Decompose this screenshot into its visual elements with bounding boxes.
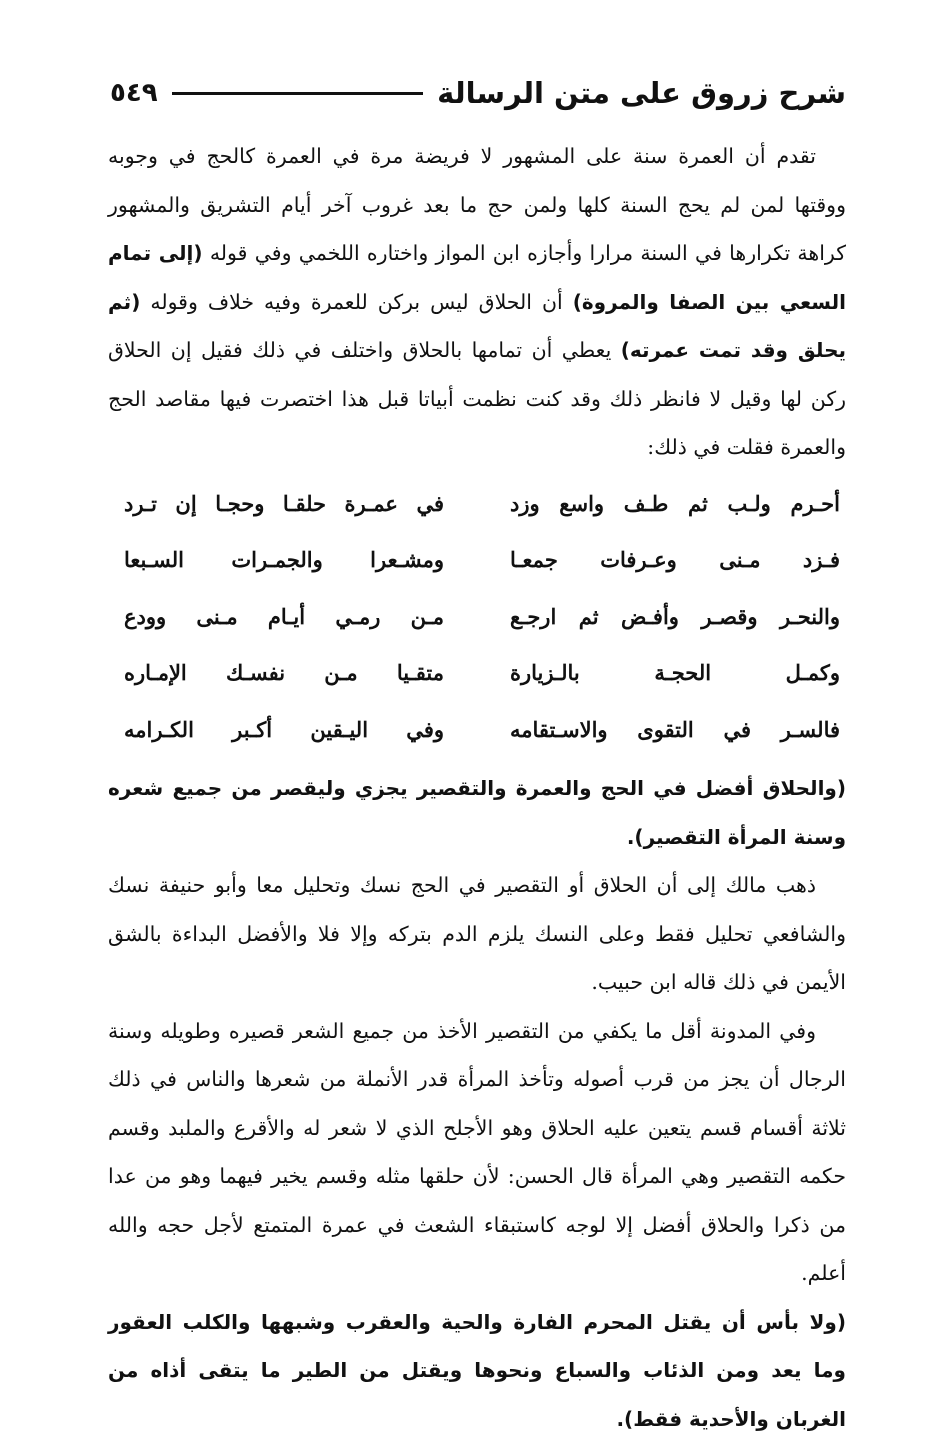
paragraph-text: أن الحلاق ليس بركن للعمرة وفيه خلاف وقوله	[140, 290, 572, 314]
poem-verse	[108, 645, 846, 702]
poem-verse	[108, 702, 846, 759]
verse-first-hemistich: فالسـر في التقوى والاسـتقامه	[510, 706, 846, 755]
verse-first-hemistich: أحـرم ولـب ثم طـف واسع وزد	[510, 480, 846, 529]
verse-first-hemistich: والنحـر وقصـر وأفـض ثم ارجـع	[510, 593, 846, 642]
matn-halq: (والحلاق أفضل في الحج والعمرة والتقصير يجزي وليقصر من جميع شعره وسنة المرأة التقصير).	[108, 764, 846, 861]
poem	[108, 476, 846, 759]
verse-second-hemistich: في عمـرة حلقـا وحجـا إن تـرد	[108, 480, 444, 529]
verse-second-hemistich: ومشـعرا والجمـرات السـبعا	[108, 536, 444, 585]
poem-verse	[108, 532, 846, 589]
quoted-matn: (ثم يحلق وقد تمت عمرته)	[108, 290, 846, 363]
page-body	[108, 132, 846, 1443]
verse-second-hemistich: مـن رمـي أيـام مـنى وودع	[108, 593, 444, 642]
matn-killing: (ولا بأس أن يقتل المحرم الفارة والحية والعقرب وشبهها والكلب العقور وما يعد ومن الذئاب والسباع ونحوها ويقتل من الطير ما يتقى أذاه من الغربان والأحدية فقط).	[108, 1298, 846, 1443]
page-header	[110, 68, 846, 118]
running-title: شرح زروق على متن الرسالة	[437, 76, 846, 110]
verse-second-hemistich: متقـيا مـن نفسـك الإمـاره	[108, 649, 444, 698]
paragraph-mudawwana: وفي المدونة أقل ما يكفي من التقصير الأخذ من جميع الشعر قصيره وطويله وسنة الرجال أن يجز من قرب أصوله وتأخذ المرأة قدر الأنملة من شعرها والناس في ذلك ثلاثة أقسام قسم يتعين عليه الحلاق وهو الأجلح الذي لا شعر له والأقرع والملبد وقسم حكمه التقصير وهي المرأة قال الحسن: لأن حلقها مثله وقسم يخير فيهما وهو من عدا من ذكرا والحلاق أفضل إلا لوجه كاستبقاء الشعث في عمرة المتمتع لأجل حجه والله أعلم.	[108, 1007, 846, 1298]
page-number: ٥٤٩	[110, 78, 158, 108]
poem-verse	[108, 589, 846, 646]
verse-first-hemistich: وكمـل الحجـة بالـزيارة	[510, 649, 846, 698]
paragraph-text: يعطي أن تمامها بالحلاق واختلف في ذلك فقيل إن الحلاق ركن لها وقيل لا فانظر ذلك وقد كنت نظمت أبياتا قبل هذا اختصرت فيها مقاصد الحج والعمرة فقلت في ذلك:	[108, 338, 846, 459]
quoted-matn: (إلى تمام السعي بين الصفا والمروة)	[108, 241, 846, 314]
header-rule	[172, 92, 424, 95]
verse-first-hemistich: فـزد مـنى وعـرفات جمعـا	[510, 536, 846, 585]
poem-verse	[108, 476, 846, 533]
paragraph-text: تقدم أن العمرة سنة على المشهور لا فريضة مرة في العمرة كالحج في وجوبه ووقتها لمن لم يحج السنة كلها ولمن حج ما بعد غروب آخر أيام التشريق والمشهور كراهة تكرارها في السنة مرارا وأجازه ابن المواز واختاره اللخمي وفي قوله	[108, 144, 846, 265]
paragraph-umrah	[108, 132, 846, 472]
verse-second-hemistich: وفي اليـقين أكـبر الكـرامه	[108, 706, 444, 755]
paragraph-halq: ذهب مالك إلى أن الحلاق أو التقصير في الحج نسك وتحليل معا وأبو حنيفة نسك والشافعي تحليل فقط وعلى النسك يلزم الدم بتركه وإلا فلا والأفضل البداءة بالشق الأيمن في ذلك قاله ابن حبيب.	[108, 861, 846, 1007]
